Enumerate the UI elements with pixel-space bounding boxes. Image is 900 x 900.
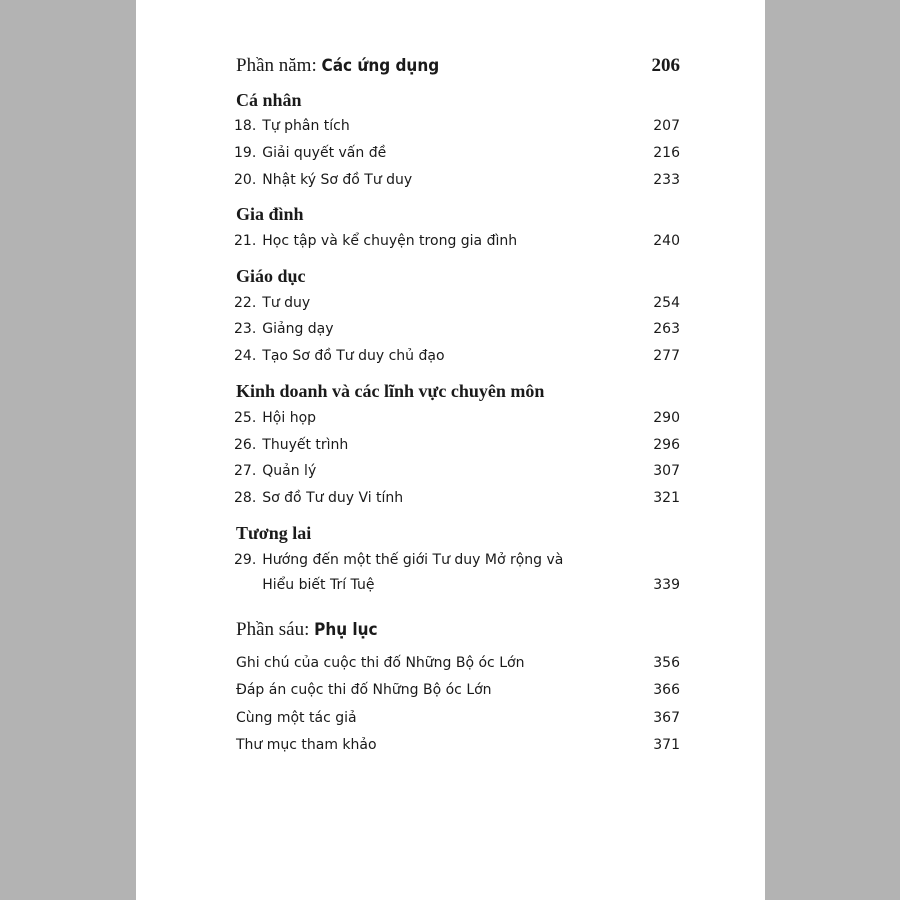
- toc-entry: [234, 171, 680, 189]
- entry-title: Quản lý: [262, 463, 317, 479]
- entry-number: 23.: [234, 321, 257, 337]
- entry-page: 263: [653, 321, 680, 337]
- part-page-number: 206: [651, 55, 680, 76]
- toc-entry: [236, 709, 680, 727]
- part-title: Các ứng dụng: [321, 56, 440, 76]
- entry-title: Giải quyết vấn đề: [262, 145, 387, 161]
- entry-number: 20.: [234, 172, 257, 188]
- toc-page: [136, 0, 765, 900]
- toc-entry: [234, 489, 680, 507]
- entry-title: Học tập và kể chuyện trong gia đình: [262, 233, 518, 249]
- entry-number: 27.: [234, 463, 257, 479]
- toc-entry: [234, 232, 680, 250]
- entry-page: 290: [653, 410, 680, 426]
- entry-number: 29.: [234, 552, 257, 568]
- entry-page: 307: [653, 463, 680, 479]
- part-six-heading: [236, 618, 680, 642]
- entry-number: 18.: [234, 118, 257, 134]
- entry-title: Thuyết trình: [262, 437, 349, 453]
- entry-page: 339: [653, 577, 680, 593]
- part-five-heading: [236, 54, 680, 78]
- entry-number: 28.: [234, 490, 257, 506]
- toc-entry: [236, 654, 680, 672]
- toc-entry: [236, 681, 680, 699]
- toc-entry: [234, 117, 680, 135]
- entry-page: 207: [653, 118, 680, 134]
- toc-entry: [234, 436, 680, 454]
- entry-page: 254: [653, 295, 680, 311]
- part-label: Phần năm:: [236, 55, 317, 76]
- section-title: Cá nhân: [236, 90, 302, 110]
- toc-entry: [234, 409, 680, 427]
- entry-page: 216: [653, 145, 680, 161]
- entry-page: 296: [653, 437, 680, 453]
- entry-number: 26.: [234, 437, 257, 453]
- entry-number: 25.: [234, 410, 257, 426]
- entry-title: Đáp án cuộc thi đố Những Bộ óc Lớn: [236, 682, 492, 698]
- entry-number: 21.: [234, 233, 257, 249]
- entry-title: Giảng dạy: [262, 321, 334, 337]
- entry-page: 367: [653, 710, 680, 726]
- entry-title: Thư mục tham khảo: [236, 737, 377, 753]
- entry-number: 22.: [234, 295, 257, 311]
- toc-entry: [234, 144, 680, 162]
- entry-title: Sơ đồ Tư duy Vi tính: [262, 490, 404, 506]
- part-label: Phần sáu:: [236, 619, 310, 640]
- toc-entry: [234, 347, 680, 365]
- entry-page: 371: [653, 737, 680, 753]
- toc-entry: [234, 551, 680, 569]
- entry-title: Tạo Sơ đồ Tư duy chủ đạo: [262, 348, 445, 364]
- entry-title: Tự phân tích: [262, 118, 350, 134]
- section-title: Giáo dục: [236, 266, 306, 286]
- entry-title: Hiểu biết Trí Tuệ: [262, 577, 375, 593]
- entry-title: Ghi chú của cuộc thi đố Những Bộ óc Lớn: [236, 655, 525, 671]
- section-title: Kinh doanh và các lĩnh vực chuyên môn: [236, 381, 545, 401]
- entry-title: Tư duy: [262, 295, 311, 311]
- entry-page: 233: [653, 172, 680, 188]
- entry-page: 240: [653, 233, 680, 249]
- section-title: Tương lai: [236, 523, 312, 543]
- entry-page: 356: [653, 655, 680, 671]
- toc-entry-continuation: [234, 576, 680, 594]
- toc-entry: [234, 294, 680, 312]
- toc-entry: [234, 320, 680, 338]
- entry-page: 277: [653, 348, 680, 364]
- entry-number: 24.: [234, 348, 257, 364]
- entry-page: 366: [653, 682, 680, 698]
- entry-title: Hội họp: [262, 410, 317, 426]
- section-title: Gia đình: [236, 204, 304, 224]
- toc-entry: [236, 736, 680, 754]
- part-title: Phụ lục: [314, 620, 378, 640]
- entry-title: Cùng một tác giả: [236, 710, 357, 726]
- entry-title: Nhật ký Sơ đồ Tư duy: [262, 172, 413, 188]
- entry-title: Hướng đến một thế giới Tư duy Mở rộng và: [262, 552, 564, 568]
- entry-number: 19.: [234, 145, 257, 161]
- toc-entry: [234, 462, 680, 480]
- entry-page: 321: [653, 490, 680, 506]
